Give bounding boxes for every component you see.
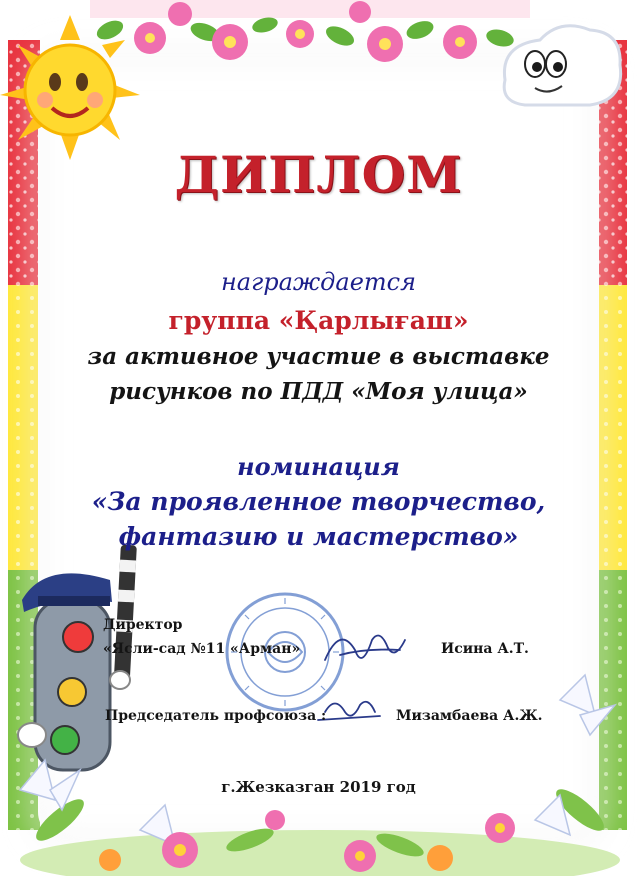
- nomination-line-1: «За проявленное творчество,: [91, 487, 546, 516]
- nomination-label: номинация: [237, 452, 400, 481]
- awarded-text: награждается: [220, 268, 416, 296]
- tradeunion-label: Председатель профсоюза :: [105, 708, 327, 724]
- director-label: Директор: [103, 617, 183, 633]
- director-organization: «Ясли-сад №11 «Арман»: [103, 641, 301, 657]
- reason-line-1: за активное участие в выставке: [87, 343, 550, 370]
- tradeunion-name: Мизамбаева А.Ж.: [396, 708, 543, 724]
- city-year: г.Жезказган 2019 год: [221, 778, 416, 796]
- cloud-face-icon: [504, 26, 620, 105]
- diploma-title: ДИПЛОМ: [174, 145, 463, 204]
- reason-line-2: рисунков по ПДД «Моя улица»: [109, 378, 528, 405]
- nomination-line-2: фантазию и мастерство»: [118, 522, 519, 551]
- recipient-group: группа «Қарлығаш»: [168, 306, 469, 335]
- director-name: Исина А.Т.: [441, 641, 529, 657]
